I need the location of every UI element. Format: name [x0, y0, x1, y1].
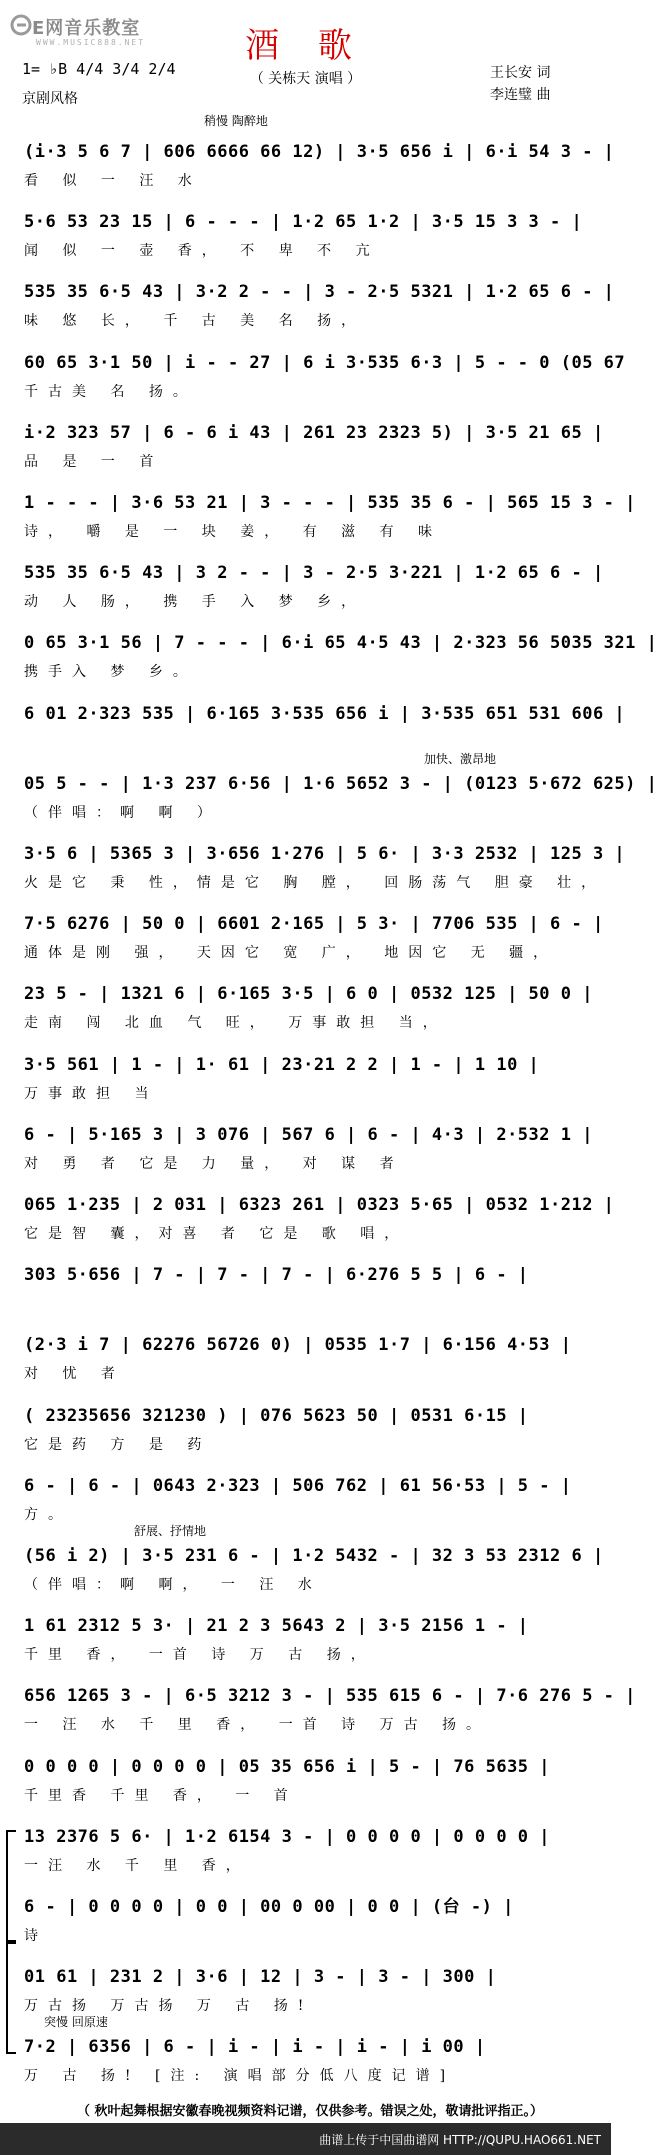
lyric-line: 看 似 一 汪 水 — [24, 173, 202, 189]
site-name: E网音乐教室 — [32, 18, 141, 39]
notation-line: 3·5 6 | 5365 3 | 3·656 1·276 | 5 6· | 3·3 2532 | 125 3 | — [24, 844, 626, 864]
lyric-line: 万事敢担 当 — [24, 1085, 159, 1102]
lyric-line: 万 古 扬! [注: 演唱部分低八度记谱] — [24, 2068, 456, 2085]
notation-line: 60 65 3·1 50 | i - - 27 | 6 i 3·535 6·3 | 5 - - 0 (05 67 — [24, 352, 626, 373]
score-system — [24, 1614, 592, 1670]
score-system — [24, 982, 592, 1038]
score-system — [24, 491, 636, 547]
score-system — [24, 1895, 592, 1951]
lyric-line: 诗 — [24, 1928, 48, 1944]
lyric-line — [24, 1293, 592, 1315]
lyric-line: 诗， 嚼 是 一 块 姜， 有 滋 有 味 — [24, 524, 443, 540]
notation-line: (56 i 2) | 3·5 231 6 - | 1·2 5432 - | 32 3 53 2312 6 | — [24, 1546, 604, 1566]
style-label: 京剧风格 — [22, 91, 78, 107]
notation-line: 1 - - - | 3·6 53 21 | 3 - - - | 535 35 6 - | 565 15 3 - | — [24, 493, 636, 513]
score-system — [24, 912, 604, 968]
lyric-line: 千里香 千里 香， 一 首 — [24, 1787, 298, 1804]
score-system — [24, 1965, 592, 2021]
performance-direction: 突慢 回原速 — [44, 2015, 108, 2030]
lyric-line: 通体是刚 强， 天因它 宽 广， 地因它 无 疆， — [24, 945, 558, 962]
song-title: 酒 歌 — [245, 26, 366, 66]
notation-line: (i·3 5 6 7 | 606 6666 66 12) | 3·5 656 i | 6·i 54 3 - | — [24, 142, 615, 162]
lyric-line: 它是药 方 是 药 — [24, 1436, 212, 1453]
notation-line: 13 2376 5 6· | 1·2 6154 3 - | 0 0 0 0 | 0 0 0 0 | — [24, 1826, 551, 1847]
score-system — [24, 1474, 592, 1530]
score-system — [24, 351, 626, 407]
notation-line: 6 - | 6 - | 0643 2·323 | 506 762 | 61 56·53 | 5 - | — [24, 1475, 572, 1496]
notation-line: 303 5·656 | 7 - | 7 - | 7 - | 6·276 5 5 | 6 - | — [24, 1265, 529, 1286]
notation-line: 23 5 - | 1321 6 | 6·165 3·5 | 6 0 | 0532 125 | 50 0 | — [24, 984, 593, 1005]
lyric-line: 方。 — [24, 1506, 72, 1523]
score-system — [24, 751, 657, 828]
score-system — [24, 1263, 592, 1319]
lyric-line: 一 汪 水 千 里 香， 一首 诗 万古 扬。 — [24, 1717, 491, 1734]
score-system — [24, 280, 615, 336]
lyric-line: 味 悠 长， 千 古 美 名 扬， — [24, 313, 366, 330]
lyric-line: （伴唱：啊 啊 ） — [24, 804, 221, 821]
lyric-line — [24, 732, 592, 754]
score-system — [24, 1123, 592, 1179]
lyric-line: 对 忧 者 — [24, 1366, 125, 1383]
notation-line: 535 35 6·5 43 | 3·2 2 - - | 3 - 2·5 5321 | 1·2 65 6 - | — [24, 282, 615, 303]
score-system — [24, 842, 626, 898]
key-signature: 1= ♭B 4/4 3/4 2/4 — [22, 60, 176, 78]
lyric-line: 闻 似 一 壶 香， 不 卑 不 亢 — [24, 243, 380, 260]
system-bracket — [6, 1942, 16, 2054]
lyric-line: 火是它 秉 性，情是它 胸 膛， 回肠荡气 胆豪 壮， — [24, 875, 606, 891]
notation-line: 7·5 6276 | 50 0 | 6601 2·165 | 5 3· | 7706 535 | 6 - | — [24, 914, 604, 935]
lyric-line: 携手入 梦 乡。 — [24, 664, 197, 681]
score-system — [24, 1825, 592, 1881]
score-system — [24, 1524, 604, 1600]
lyric-line: 走南 闯 北血 气 旺， 万事敢担 当， — [24, 1015, 447, 1032]
score-system — [24, 702, 626, 758]
site-url: WWW.MUSIC888.NET — [36, 38, 146, 47]
notation-line: 5·6 53 23 15 | 6 - - - | 1·2 65 1·2 | 3·5 15 3 3 - | — [24, 212, 583, 233]
notation-line: 1 61 2312 5 3· | 21 2 3 5643 2 | 3·5 2156 1 - | — [24, 1616, 529, 1637]
lyric-line: 动 人 肠， 携 手 入 梦 乡， — [24, 594, 366, 611]
performance-direction: 加快、激昂地 — [424, 751, 497, 766]
performance-direction: 稍慢 陶醉地 — [204, 114, 268, 128]
lyric-line: 品 是 一 首 — [24, 453, 164, 470]
score-system — [24, 561, 604, 617]
score-system — [24, 1193, 615, 1249]
composer-credit: 李连璧 曲 — [490, 87, 551, 103]
lyric-line: 千里 香， 一首 诗 万 古 扬， — [24, 1647, 375, 1664]
notation-line: 6 - | 5·165 3 | 3 076 | 567 6 | 6 - | 4·3 | 2·532 1 | — [24, 1124, 593, 1145]
singer-credit: （ 关栋天 演唱 ） — [249, 71, 362, 87]
score-system — [24, 1684, 636, 1740]
lyric-line: （伴唱：啊 啊， 一 汪 水 — [24, 1577, 322, 1593]
lyric-line: 对 勇 者 它是 力 量， 对 谋 者 — [24, 1155, 404, 1172]
score-system — [24, 210, 592, 266]
notation-line: 0 0 0 0 | 0 0 0 0 | 05 35 656 i | 5 - | 76 5635 | — [24, 1756, 551, 1777]
source-text: 曲谱上传于中国曲谱网 HTTP://QUPU.HAO661.NET — [319, 2133, 601, 2147]
notation-line: 0 65 3·1 56 | 7 - - - | 6·i 65 4·5 43 | 2·323 56 5035 321 | — [24, 633, 657, 654]
notation-line: 065 1·235 | 2 031 | 6323 261 | 0323 5·65 | 0532 1·212 | — [24, 1195, 615, 1215]
lyric-line: 一汪 水 千 里 香， — [24, 1857, 250, 1874]
score-system — [24, 631, 657, 687]
score-system — [24, 114, 615, 196]
notation-line: i·2 323 57 | 6 - 6 i 43 | 261 23 2323 5) | 3·5 21 65 | — [24, 422, 604, 443]
notation-line: (2·3 i 7 | 62276 56726 0) | 0535 1·7 | 6·156 4·53 | — [24, 1335, 572, 1356]
notation-line: 3·5 561 | 1 - | 1· 61 | 23·21 2 2 | 1 - | 1 10 | — [24, 1054, 540, 1075]
score-system — [24, 1755, 592, 1811]
notation-line: 01 61 | 231 2 | 3·6 | 12 | 3 - | 3 - | 300 | — [24, 1967, 497, 1988]
lyric-line: 万古扬 万古扬 万 古 扬! — [24, 1998, 314, 2015]
score-system — [24, 2015, 592, 2091]
notation-line: 05 5 - - | 1·3 237 6·56 | 1·6 5652 3 - | (0123 5·672 625) | — [24, 773, 657, 794]
performance-direction: 舒展、抒情地 — [134, 1524, 207, 1538]
notation-line: 6 - | 0 0 0 0 | 0 0 | 00 0 00 | 0 0 | (台 -) | — [24, 1897, 514, 1917]
lyricist-credit: 王长安 词 — [490, 65, 551, 81]
score-system — [24, 1053, 592, 1109]
notation-line: 6 01 2·323 535 | 6·165 3·535 656 i | 3·535 651 531 606 | — [24, 703, 626, 724]
score-system — [24, 1333, 592, 1389]
score-system — [24, 1404, 592, 1460]
transcription-note: （ 秋叶起舞根据安徽春晚视频资料记谱，仅供参考。错误之处，敬请批评指正。） — [76, 2104, 544, 2119]
lyric-line: 它是智 囊，对喜 者 它是 歌 唱， — [24, 1226, 409, 1242]
notation-line: 656 1265 3 - | 6·5 3212 3 - | 535 615 6 - | 7·6 276 5 - | — [24, 1686, 636, 1707]
score-system — [24, 421, 604, 477]
notation-line: ( 23235656 321230 ) | 076 5623 50 | 0531 6·15 | — [24, 1405, 529, 1426]
notation-line: 535 35 6·5 43 | 3 2 - - | 3 - 2·5 3·221 | 1·2 65 6 - | — [24, 563, 604, 584]
notation-line: 7·2 | 6356 | 6 - | i - | i - | i - | i 00 | — [24, 2037, 486, 2058]
lyric-line: 千古美 名 扬。 — [24, 383, 197, 400]
system-bracket — [6, 1830, 16, 1942]
